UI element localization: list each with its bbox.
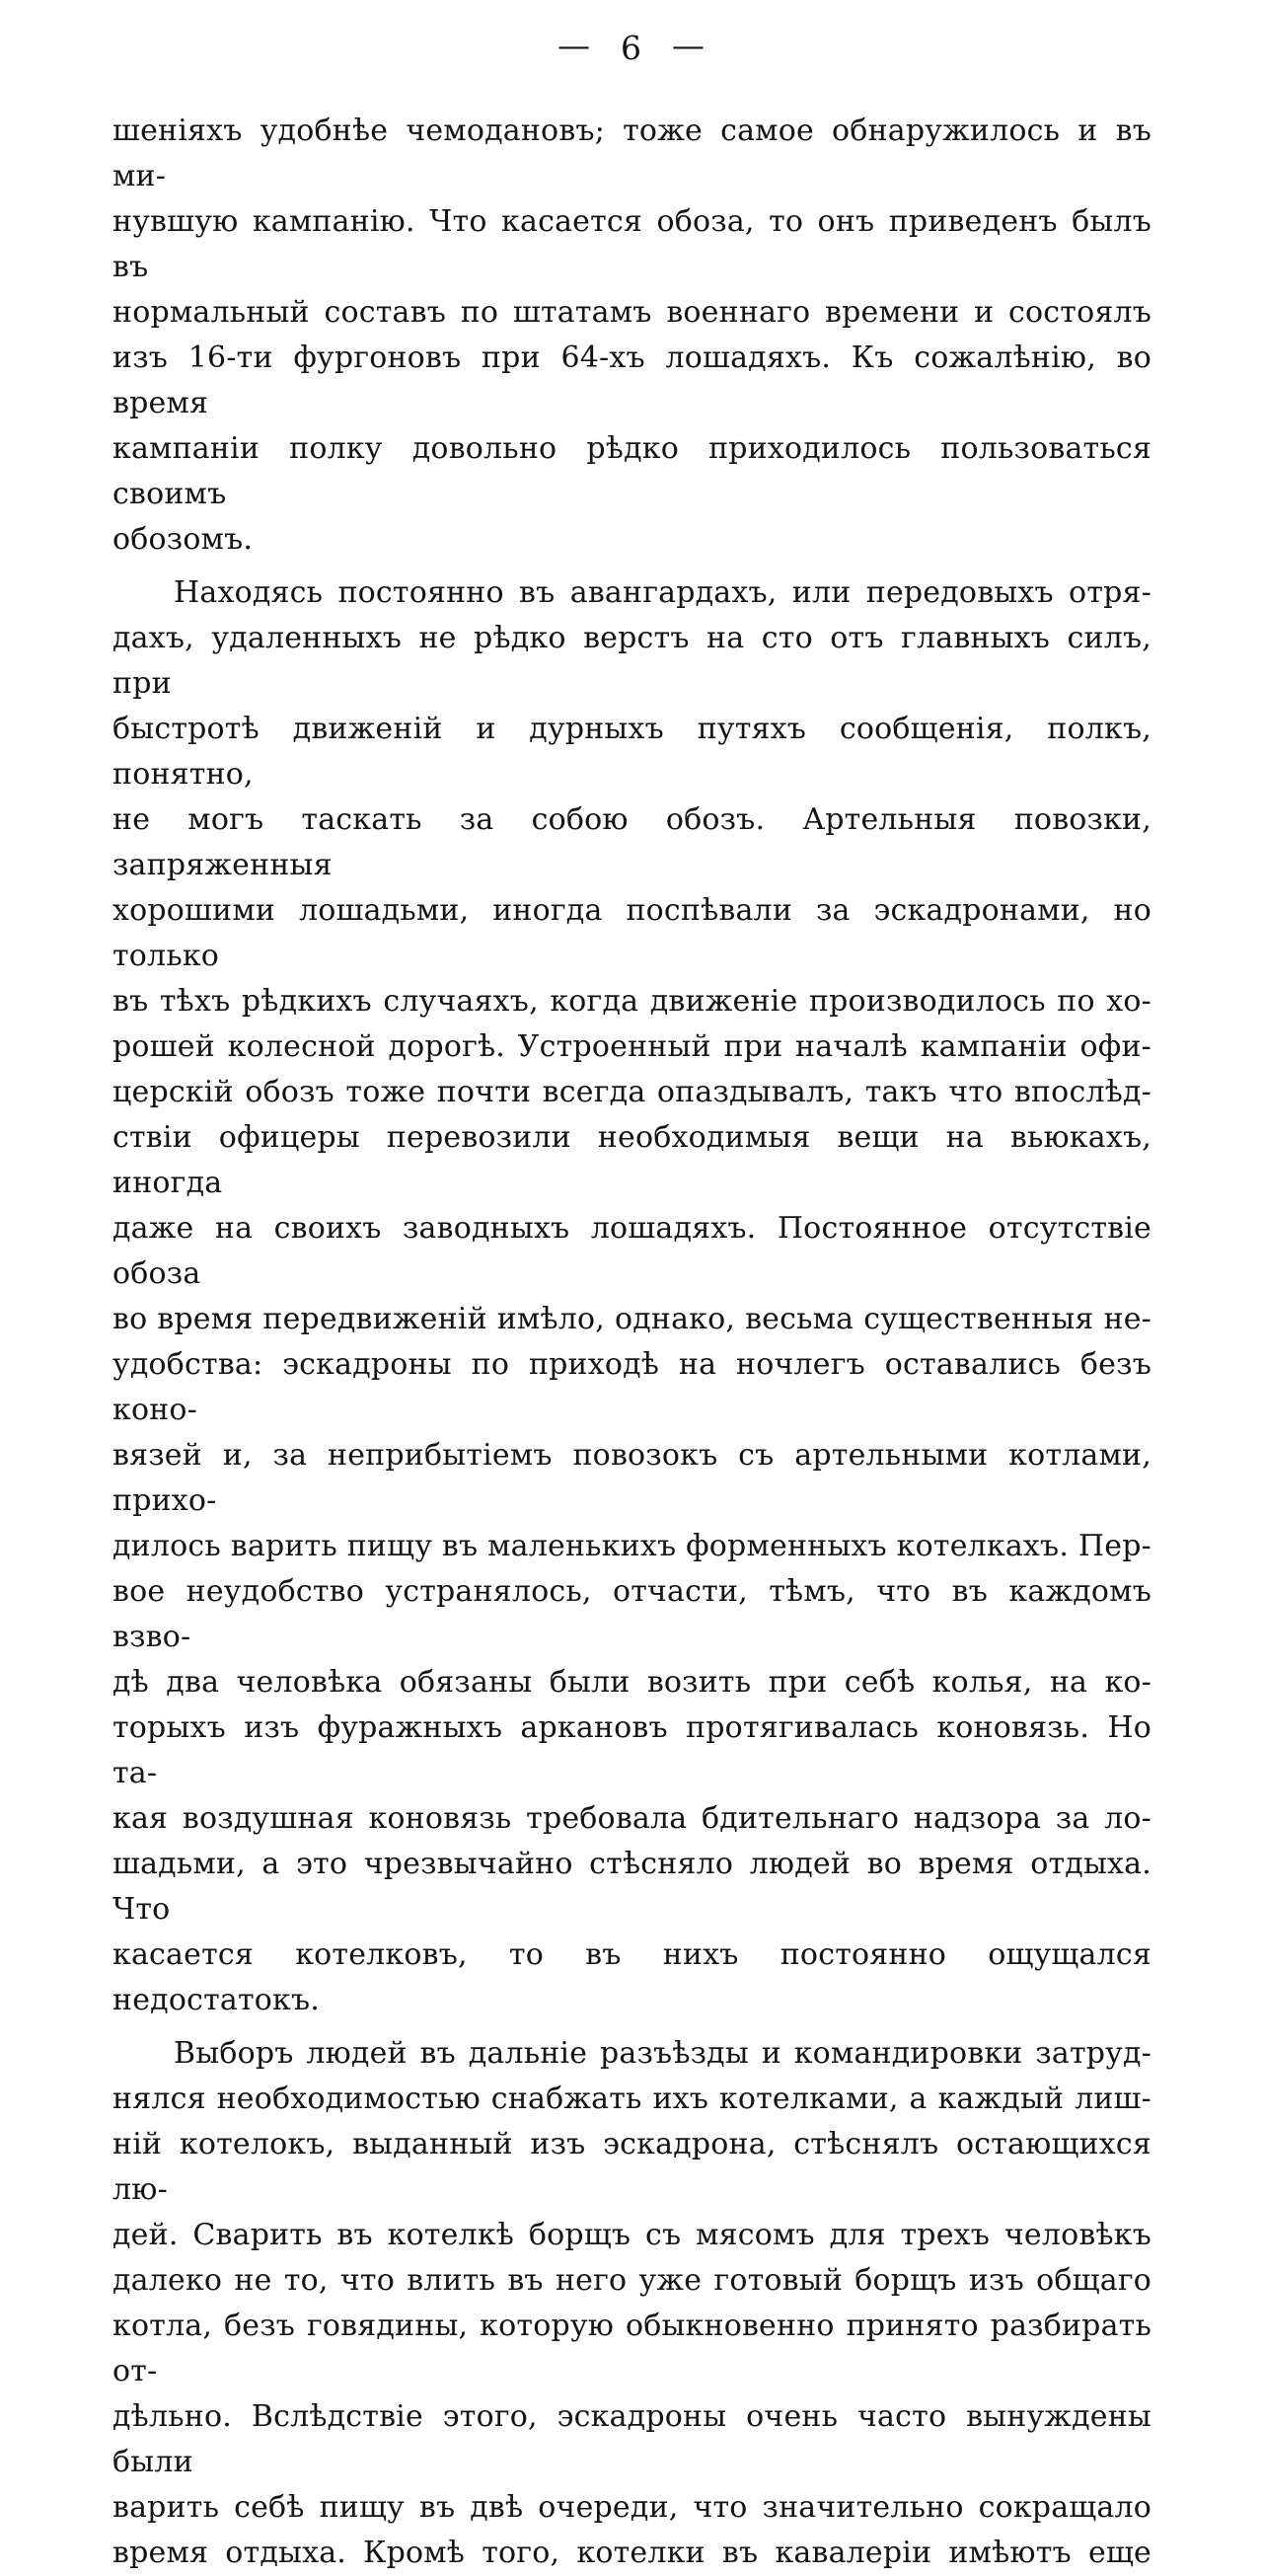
text-line: вое неудобство устранялось, отчасти, тѣмъ, что въ каждомъ взво- <box>112 1574 1152 1654</box>
text-line: торыхъ изъ фуражныхъ аркановъ протягивалась коновязь. Но та- <box>112 1710 1152 1790</box>
text-line: церскій обозъ тоже почти всегда опаздывалъ, такъ что впослѣд- <box>112 1075 1152 1109</box>
page-number: 6 <box>621 29 642 67</box>
text-line: шеніяхъ удобнѣе чемодановъ; тоже самое обнаружилось и въ ми- <box>112 114 1152 193</box>
paragraph <box>112 2031 1152 2576</box>
text-line: ній котелокъ, выданный изъ эскадрона, стѣснялъ остающихся лю- <box>112 2127 1152 2207</box>
text-line: дѣ два человѣка обязаны были возить при себѣ колья, на ко- <box>112 1665 1152 1700</box>
text-line: нялся необходимостью снабжать ихъ котелками, а каждый лиш- <box>112 2082 1152 2116</box>
text-line: не могъ таскать за собою обозъ. Артельныя повозки, запряженныя <box>112 802 1152 882</box>
text-line: котла, безъ говядины, которую обыкновенно принято разбирать от- <box>112 2309 1152 2388</box>
text-line: даже на своихъ заводныхъ лошадяхъ. Постоянное отсутствіе обоза <box>112 1211 1152 1291</box>
text-line: нувшую кампанію. Что касается обоза, то онъ приведенъ былъ въ <box>112 204 1152 284</box>
text-line: далеко не то, что влить въ него уже готовый борщъ изъ общаго <box>112 2263 1152 2298</box>
text-line: касается котелковъ, то въ нихъ постоянно ощущался недостатокъ. <box>112 1937 1152 2017</box>
header-dash-right: — <box>672 26 706 64</box>
text-line: Выборъ людей въ дальніе разъѣзды и командировки затруд- <box>174 2036 1152 2071</box>
text-line: время отдыха. Кромѣ того, котелки въ кавалеріи имѣютъ еще <box>112 2536 1152 2570</box>
text-line: обозомъ. <box>112 522 254 557</box>
text-line: въ тѣхъ рѣдкихъ случаяхъ, когда движеніе производилось по хо- <box>112 984 1152 1019</box>
text-line: дей. Сварить въ котелкѣ борщъ съ мясомъ для трехъ человѣкъ <box>112 2218 1152 2252</box>
text-line: изъ 16-ти фургоновъ при 64-хъ лошадяхъ. Къ сожалѣнію, во время <box>112 341 1152 420</box>
text-line: кая воздушная коновязь требовала бдительнаго надзора за ло- <box>112 1801 1152 1836</box>
paragraph <box>112 570 1152 2023</box>
text-line: хорошими лошадьми, иногда поспѣвали за эскадронами, но только <box>112 893 1152 973</box>
text-line: рошей колесной дорогѣ. Устроенный при началѣ кампаніи офи- <box>112 1029 1152 1064</box>
text-line: нормальный составъ по штатамъ военнаго времени и состоялъ <box>112 295 1152 330</box>
text-line: удобства: эскадроны по приходѣ на ночлегъ оставались безъ коно- <box>112 1347 1152 1427</box>
text-line: быстротѣ движеній и дурныхъ путяхъ сообщенія, полкъ, понятно, <box>112 712 1152 792</box>
text-line: дилось варить пищу въ маленькихъ форменныхъ котелкахъ. Пер- <box>112 1529 1152 1563</box>
text-line: варить себѣ пищу въ двѣ очереди, что значительно сокращало <box>112 2490 1152 2525</box>
paragraph <box>112 109 1152 563</box>
text-line: Находясь постоянно въ авангардахъ, или передовыхъ отря- <box>174 575 1152 610</box>
text-line: во время передвиженій имѣло, однако, весьма существенныя не- <box>112 1302 1152 1336</box>
text-line: шадьми, а это чрезвычайно стѣсняло людей во время отдыха. Что <box>112 1847 1152 1927</box>
page-header <box>0 28 1263 69</box>
text-line: дахъ, удаленныхъ не рѣдко верстъ на сто отъ главныхъ силъ, при <box>112 621 1152 701</box>
body-text <box>112 109 1152 2576</box>
text-line: вязей и, за неприбытіемъ повозокъ съ артельными котлами, прихо- <box>112 1438 1152 1518</box>
text-line: ствіи офицеры перевозили необходимыя вещи на вьюкахъ, иногда <box>112 1120 1152 1200</box>
text-line: кампаніи полку довольно рѣдко приходилось пользоваться своимъ <box>112 431 1152 511</box>
header-dash-left: — <box>557 26 591 64</box>
text-line: дѣльно. Вслѣдствіе этого, эскадроны очень часто вынуждены были <box>112 2399 1152 2479</box>
